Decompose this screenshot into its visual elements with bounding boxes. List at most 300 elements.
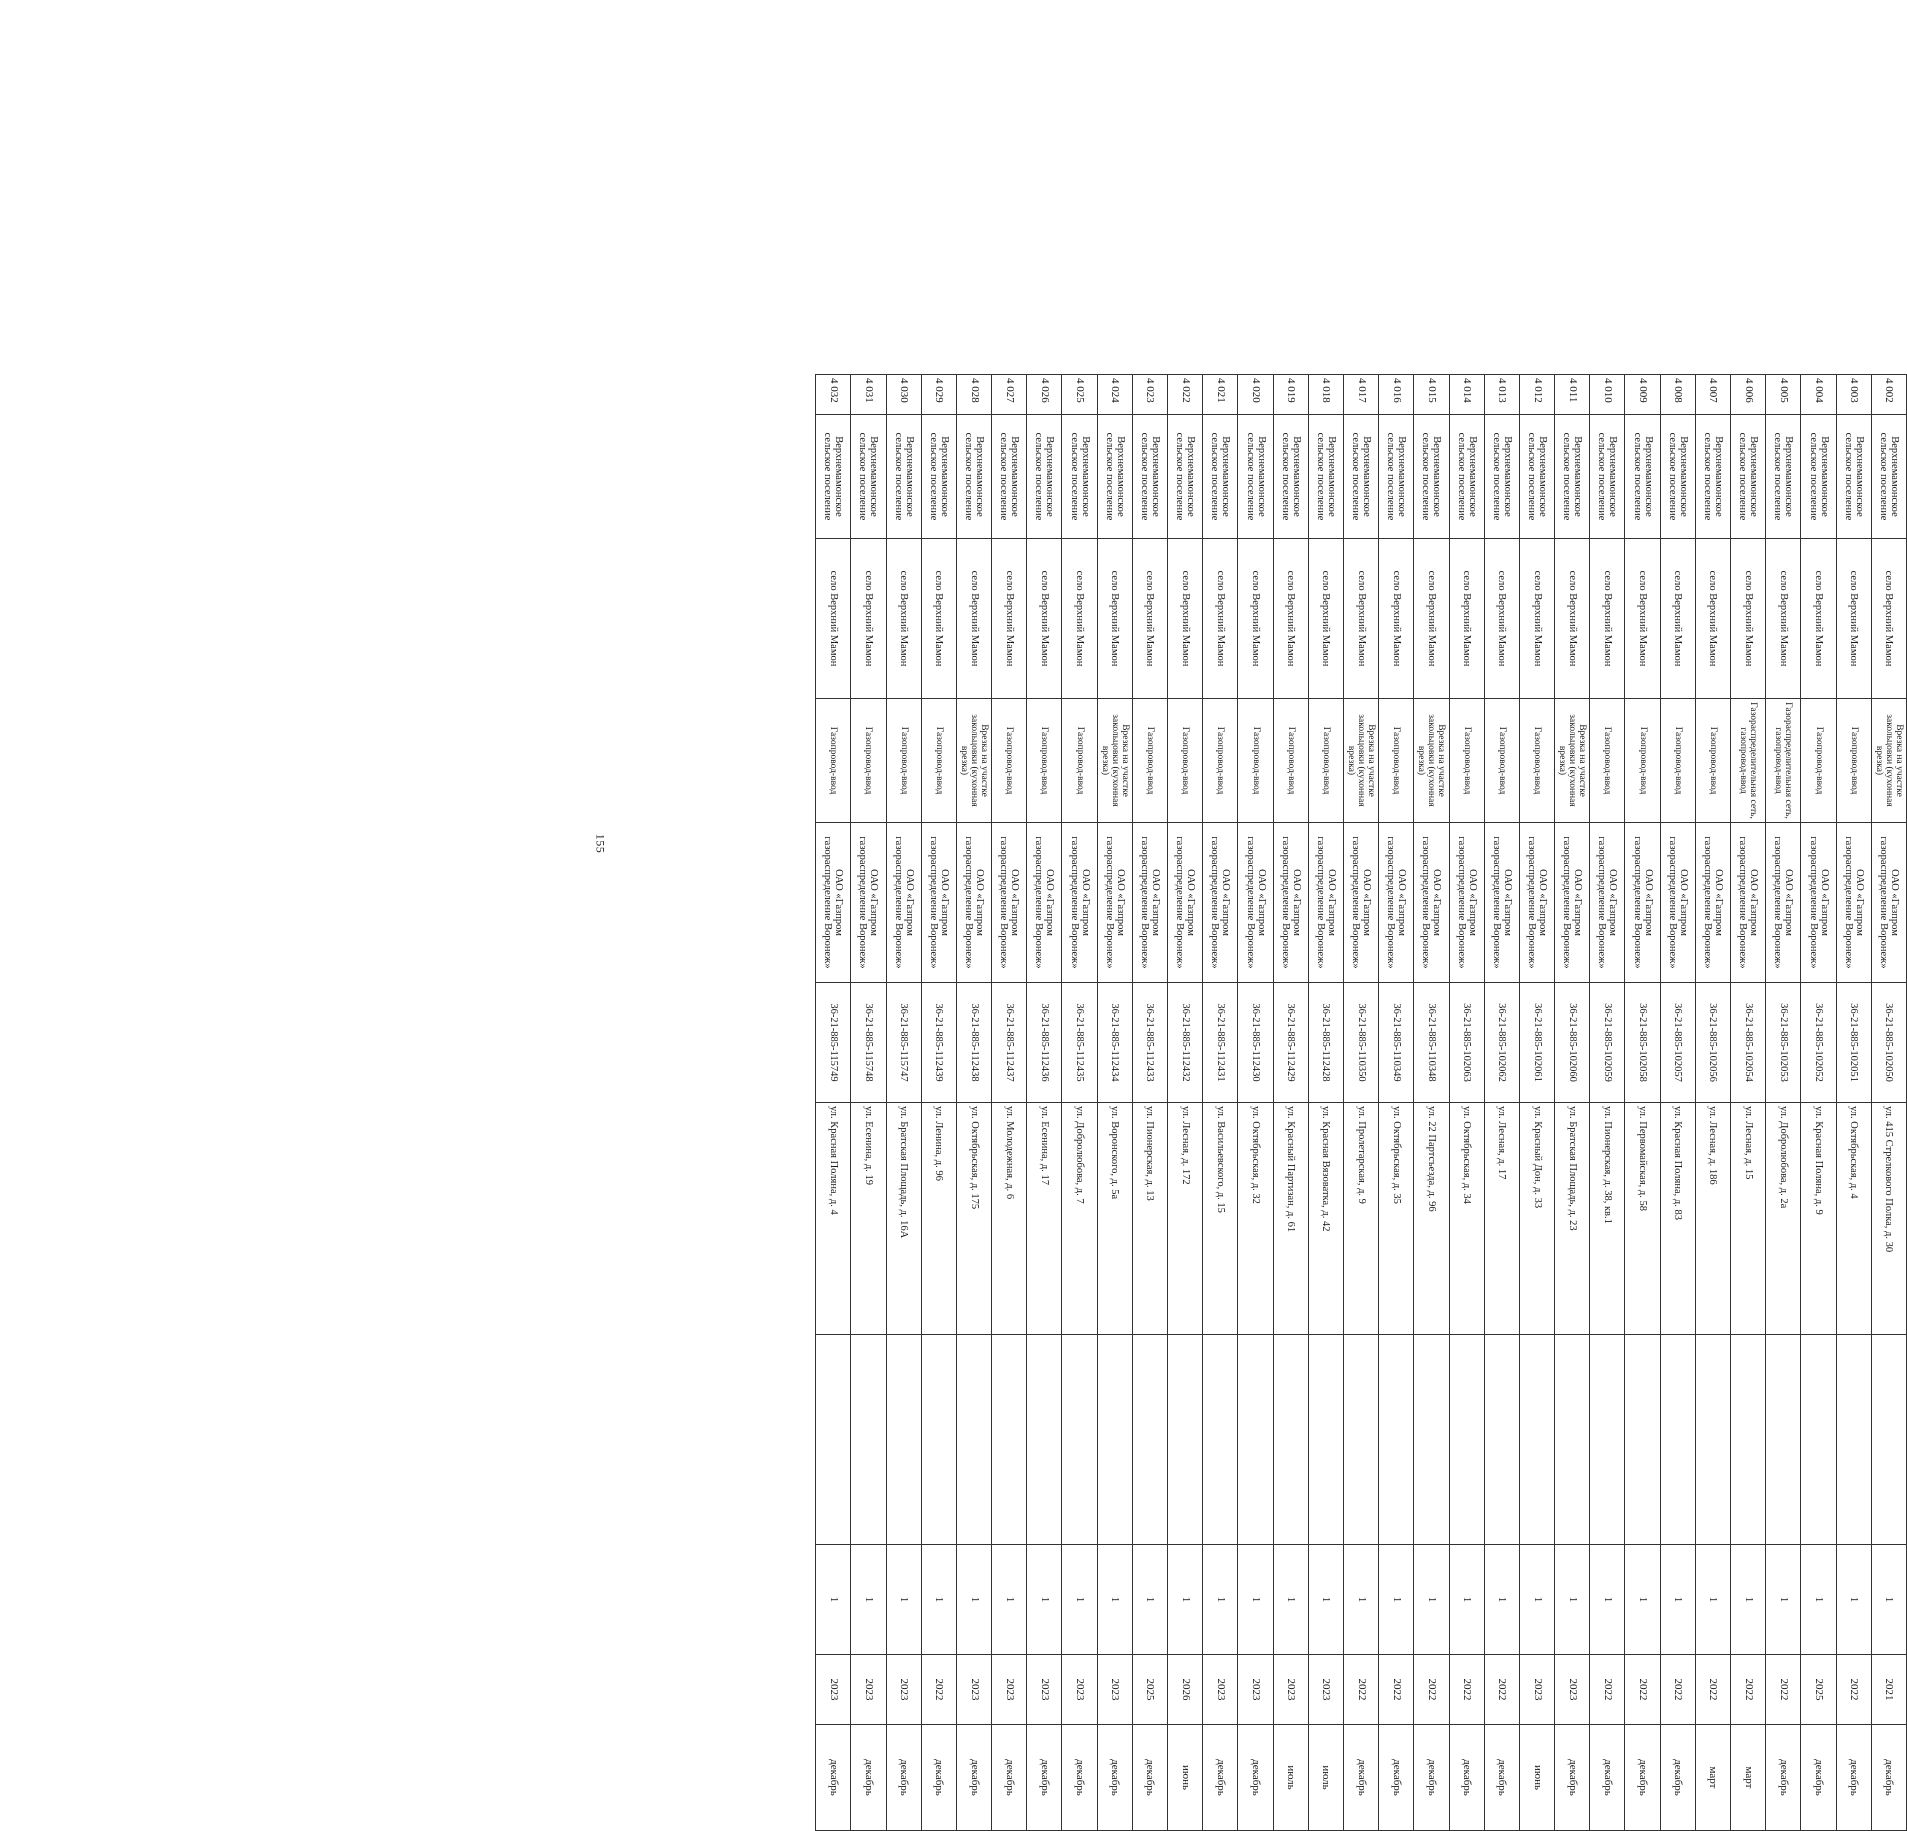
table-row [851,375,886,1831]
cell-year: 2022 [1414,1655,1449,1725]
cell-object-type: Газопровод-ввод [1695,699,1730,823]
cell-number: 4 017 [1344,375,1379,415]
cell-locality: село Верхний Мамон [1414,539,1449,699]
cell-number: 4 004 [1801,375,1836,415]
cell-object-type: Врезка на участке закольцовки (кухонная врезка) [1344,699,1379,823]
cell-address: ул. Есенина, д. 19 [851,1103,886,1335]
cell-locality: село Верхний Мамон [1379,539,1414,699]
cell-number: 4 028 [956,375,991,415]
cell-code: 36-21-885-102053 [1766,983,1801,1103]
cell-year: 2023 [1203,1655,1238,1725]
cell-code: 36-21-885-115748 [851,983,886,1103]
cell-object-type: Газопровод-ввод [1625,699,1660,823]
cell-locality: село Верхний Мамон [1308,539,1343,699]
cell-settlement: Верхнемамонское сельское поселение [1273,415,1308,539]
cell-month: декабрь [1379,1725,1414,1831]
cell-object-type: Врезка на участке закольцовки (кухонная врезка) [956,699,991,823]
cell-owner: ОАО «Газпром газораспределение Воронеж» [992,823,1027,983]
cell-code: 36-21-885-102052 [1801,983,1836,1103]
cell-blank [956,1335,991,1545]
cell-year: 2026 [1168,1655,1203,1725]
cell-owner: ОАО «Газпром газораспределение Воронеж» [1555,823,1590,983]
table-row [1590,375,1625,1831]
page-number: 155 [593,833,608,854]
cell-code: 36-21-885-102060 [1555,983,1590,1103]
cell-blank [1871,1335,1906,1545]
cell-blank [1519,1335,1554,1545]
cell-object-type: Врезка на участке закольцовки (кухонная врезка) [1555,699,1590,823]
cell-owner: ОАО «Газпром газораспределение Воронеж» [1590,823,1625,983]
cell-month: декабрь [1836,1725,1871,1831]
cell-number: 4 027 [992,375,1027,415]
cell-object-type: Газопровод-ввод [1836,699,1871,823]
cell-year: 2022 [1660,1655,1695,1725]
cell-address: ул. Молодежная, д. 6 [992,1103,1027,1335]
cell-code: 36-21-885-102058 [1625,983,1660,1103]
cell-month: декабрь [1414,1725,1449,1831]
cell-settlement: Верхнемамонское сельское поселение [1203,415,1238,539]
cell-locality: село Верхний Мамон [1731,539,1766,699]
cell-number: 4 006 [1731,375,1766,415]
cell-address: ул. Лесная, д. 17 [1484,1103,1519,1335]
table-row [1625,375,1660,1831]
cell-count: 1 [1625,1545,1660,1655]
table-row [1027,375,1062,1831]
cell-count: 1 [1731,1545,1766,1655]
cell-object-type: Газопровод-ввод [851,699,886,823]
cell-settlement: Верхнемамонское сельское поселение [1027,415,1062,539]
cell-count: 1 [1308,1545,1343,1655]
cell-code: 36-21-885-112432 [1168,983,1203,1103]
table-row [1308,375,1343,1831]
cell-number: 4 019 [1273,375,1308,415]
cell-object-type: Газопровод-ввод [1660,699,1695,823]
cell-settlement: Верхнемамонское сельское поселение [1484,415,1519,539]
cell-object-type: Газопровод-ввод [816,699,851,823]
cell-owner: ОАО «Газпром газораспределение Воронеж» [921,823,956,983]
cell-code: 36-21-885-112428 [1308,983,1343,1103]
cell-count: 1 [816,1545,851,1655]
cell-month: декабрь [1203,1725,1238,1831]
cell-month: декабрь [1871,1725,1906,1831]
cell-month: декабрь [816,1725,851,1831]
cell-object-type: Газопровод-ввод [1590,699,1625,823]
cell-object-type: Газопровод-ввод [1238,699,1273,823]
cell-number: 4 015 [1414,375,1449,415]
cell-owner: ОАО «Газпром газораспределение Воронеж» [1168,823,1203,983]
table-row [1273,375,1308,1831]
cell-count: 1 [1766,1545,1801,1655]
cell-year: 2022 [1731,1655,1766,1725]
cell-owner: ОАО «Газпром газораспределение Воронеж» [1273,823,1308,983]
cell-year: 2022 [1344,1655,1379,1725]
cell-month: июнь [1519,1725,1554,1831]
table-row [1695,375,1730,1831]
cell-owner: ОАО «Газпром газораспределение Воронеж» [1625,823,1660,983]
cell-address: ул. Красный Партизан, д. 61 [1273,1103,1308,1335]
cell-locality: село Верхний Мамон [886,539,921,699]
cell-month: декабрь [1238,1725,1273,1831]
cell-count: 1 [956,1545,991,1655]
cell-number: 4 008 [1660,375,1695,415]
cell-settlement: Верхнемамонское сельское поселение [956,415,991,539]
table-row [1097,375,1132,1831]
cell-year: 2023 [1308,1655,1343,1725]
cell-address: ул. Октябрьская, д. 175 [956,1103,991,1335]
cell-owner: ОАО «Газпром газораспределение Воронеж» [1484,823,1519,983]
cell-address: ул. Есенина, д. 17 [1027,1103,1062,1335]
table-row [1766,375,1801,1831]
cell-address: ул. Красная Поляна, д. 83 [1660,1103,1695,1335]
cell-owner: ОАО «Газпром газораспределение Воронеж» [1519,823,1554,983]
cell-settlement: Верхнемамонское сельское поселение [1097,415,1132,539]
cell-address: ул. Пролетарская, д. 9 [1344,1103,1379,1335]
cell-object-type: Газораспределительная сеть, газопровод-ввод [1766,699,1801,823]
cell-object-type: Газопровод-ввод [1484,699,1519,823]
cell-object-type: Газопровод-ввод [1379,699,1414,823]
cell-count: 1 [1203,1545,1238,1655]
table-row [1203,375,1238,1831]
cell-blank [1484,1335,1519,1545]
table-row [1660,375,1695,1831]
cell-code: 36-21-885-102054 [1731,983,1766,1103]
cell-month: декабрь [1660,1725,1695,1831]
cell-blank [1097,1335,1132,1545]
cell-settlement: Верхнемамонское сельское поселение [1308,415,1343,539]
cell-number: 4 029 [921,375,956,415]
cell-month: июль [1273,1725,1308,1831]
cell-code: 36-21-885-112430 [1238,983,1273,1103]
cell-count: 1 [921,1545,956,1655]
cell-month: июнь [1168,1725,1203,1831]
cell-locality: село Верхний Мамон [1062,539,1097,699]
cell-object-type: Газопровод-ввод [1132,699,1167,823]
cell-count: 1 [1062,1545,1097,1655]
cell-address: ул. Октябрьская, д. 4 [1836,1103,1871,1335]
cell-count: 1 [1238,1545,1273,1655]
cell-owner: ОАО «Газпром газораспределение Воронеж» [1801,823,1836,983]
cell-owner: ОАО «Газпром газораспределение Воронеж» [1379,823,1414,983]
cell-address: ул. Братская Площадь, д. 23 [1555,1103,1590,1335]
cell-address: ул. Добролюбова, д. 2а [1766,1103,1801,1335]
cell-owner: ОАО «Газпром газораспределение Воронеж» [956,823,991,983]
cell-locality: село Верхний Мамон [1168,539,1203,699]
cell-count: 1 [1519,1545,1554,1655]
cell-year: 2023 [886,1655,921,1725]
cell-month: июль [1308,1725,1343,1831]
cell-code: 36-21-885-110350 [1344,983,1379,1103]
table-row [1871,375,1906,1831]
rotated-table-wrapper [815,374,1907,1830]
cell-count: 1 [1273,1545,1308,1655]
cell-owner: ОАО «Газпром газораспределение Воронеж» [1062,823,1097,983]
gas-objects-table [815,374,1907,1831]
cell-locality: село Верхний Мамон [1555,539,1590,699]
cell-month: декабрь [992,1725,1027,1831]
cell-year: 2023 [816,1655,851,1725]
cell-address: ул. Лесная, д. 186 [1695,1103,1730,1335]
cell-settlement: Верхнемамонское сельское поселение [1555,415,1590,539]
cell-year: 2022 [1484,1655,1519,1725]
cell-number: 4 030 [886,375,921,415]
cell-count: 1 [1801,1545,1836,1655]
cell-address: ул. Пионерская, д. 38, кв.1 [1590,1103,1625,1335]
cell-settlement: Верхнемамонское сельское поселение [1590,415,1625,539]
table-row [886,375,921,1831]
cell-month: декабрь [1484,1725,1519,1831]
cell-locality: село Верхний Мамон [1132,539,1167,699]
cell-count: 1 [1555,1545,1590,1655]
cell-owner: ОАО «Газпром газораспределение Воронеж» [1836,823,1871,983]
cell-settlement: Верхнемамонское сельское поселение [816,415,851,539]
table-row [1168,375,1203,1831]
cell-count: 1 [1414,1545,1449,1655]
cell-number: 4 031 [851,375,886,415]
cell-month: декабрь [1344,1725,1379,1831]
cell-blank [921,1335,956,1545]
cell-owner: ОАО «Газпром газораспределение Воронеж» [1414,823,1449,983]
cell-settlement: Верхнемамонское сельское поселение [921,415,956,539]
table-row [1449,375,1484,1831]
cell-month: декабрь [1801,1725,1836,1831]
cell-object-type: Газопровод-ввод [1062,699,1097,823]
cell-address: ул. Первомайская, д. 58 [1625,1103,1660,1335]
table-row [1555,375,1590,1831]
cell-code: 36-21-885-112435 [1062,983,1097,1103]
cell-owner: ОАО «Газпром газораспределение Воронеж» [1203,823,1238,983]
cell-month: март [1731,1725,1766,1831]
table-row [1132,375,1167,1831]
cell-blank [1344,1335,1379,1545]
cell-month: декабрь [851,1725,886,1831]
cell-locality: село Верхний Мамон [851,539,886,699]
table-row [1344,375,1379,1831]
cell-blank [1555,1335,1590,1545]
cell-blank [1238,1335,1273,1545]
cell-address: ул. Октябрьская, д. 35 [1379,1103,1414,1335]
cell-number: 4 022 [1168,375,1203,415]
cell-count: 1 [1097,1545,1132,1655]
cell-number: 4 010 [1590,375,1625,415]
cell-year: 2022 [1766,1655,1801,1725]
cell-year: 2023 [1555,1655,1590,1725]
cell-count: 1 [1695,1545,1730,1655]
table-body [816,375,1907,1831]
cell-blank [1660,1335,1695,1545]
cell-blank [1273,1335,1308,1545]
table-row [1519,375,1554,1831]
cell-locality: село Верхний Мамон [1484,539,1519,699]
cell-number: 4 003 [1836,375,1871,415]
cell-number: 4 012 [1519,375,1554,415]
cell-owner: ОАО «Газпром газораспределение Воронеж» [1731,823,1766,983]
cell-settlement: Верхнемамонское сельское поселение [1801,415,1836,539]
table-row [992,375,1027,1831]
cell-blank [1695,1335,1730,1545]
cell-count: 1 [1027,1545,1062,1655]
table-row [1801,375,1836,1831]
cell-number: 4 018 [1308,375,1343,415]
cell-address: ул. Добролюбова, д. 7 [1062,1103,1097,1335]
cell-code: 36-21-885-102051 [1836,983,1871,1103]
cell-code: 36-21-885-112439 [921,983,956,1103]
cell-address: ул. Пионерская, д. 13 [1132,1103,1167,1335]
cell-number: 4 020 [1238,375,1273,415]
cell-locality: село Верхний Мамон [1836,539,1871,699]
cell-count: 1 [1449,1545,1484,1655]
cell-blank [1062,1335,1097,1545]
cell-month: декабрь [1555,1725,1590,1831]
cell-object-type: Газопровод-ввод [1801,699,1836,823]
table-row [1484,375,1519,1831]
cell-owner: ОАО «Газпром газораспределение Воронеж» [1766,823,1801,983]
cell-locality: село Верхний Мамон [816,539,851,699]
table-row [921,375,956,1831]
cell-locality: село Верхний Мамон [1519,539,1554,699]
cell-year: 2023 [992,1655,1027,1725]
cell-blank [1168,1335,1203,1545]
cell-count: 1 [1132,1545,1167,1655]
table-row [956,375,991,1831]
table-row [816,375,851,1831]
cell-month: декабрь [1766,1725,1801,1831]
cell-year: 2023 [1097,1655,1132,1725]
cell-settlement: Верхнемамонское сельское поселение [1519,415,1554,539]
cell-object-type: Врезка на участке закольцовки (кухонная врезка) [1871,699,1906,823]
cell-number: 4 026 [1027,375,1062,415]
cell-locality: село Верхний Мамон [1590,539,1625,699]
cell-address: ул. Лесная, д. 15 [1731,1103,1766,1335]
cell-object-type: Газопровод-ввод [1203,699,1238,823]
cell-code: 36-21-885-115747 [886,983,921,1103]
cell-object-type: Газораспределительная сеть, газопровод-ввод [1731,699,1766,823]
cell-locality: село Верхний Мамон [1273,539,1308,699]
cell-number: 4 005 [1766,375,1801,415]
cell-code: 36-21-885-112437 [992,983,1027,1103]
cell-settlement: Верхнемамонское сельское поселение [1625,415,1660,539]
cell-locality: село Верхний Мамон [1871,539,1906,699]
cell-code: 36-21-885-102059 [1590,983,1625,1103]
cell-code: 36-21-885-112429 [1273,983,1308,1103]
cell-locality: село Верхний Мамон [956,539,991,699]
cell-owner: ОАО «Газпром газораспределение Воронеж» [1308,823,1343,983]
cell-object-type: Газопровод-ввод [1308,699,1343,823]
cell-locality: село Верхний Мамон [992,539,1027,699]
cell-owner: ОАО «Газпром газораспределение Воронеж» [1238,823,1273,983]
cell-locality: село Верхний Мамон [1660,539,1695,699]
cell-blank [1449,1335,1484,1545]
cell-object-type: Газопровод-ввод [1273,699,1308,823]
cell-locality: село Верхний Мамон [1625,539,1660,699]
cell-code: 36-21-885-115749 [816,983,851,1103]
cell-settlement: Верхнемамонское сельское поселение [1695,415,1730,539]
cell-address: ул. Воронского, д. 5а [1097,1103,1132,1335]
cell-address: ул. Васильевского, д. 15 [1203,1103,1238,1335]
cell-number: 4 032 [816,375,851,415]
cell-count: 1 [1660,1545,1695,1655]
cell-number: 4 014 [1449,375,1484,415]
cell-settlement: Верхнемамонское сельское поселение [1344,415,1379,539]
cell-count: 1 [992,1545,1027,1655]
cell-count: 1 [1379,1545,1414,1655]
cell-blank [1766,1335,1801,1545]
cell-settlement: Верхнемамонское сельское поселение [1379,415,1414,539]
cell-address: ул. Красная Вязоватка, д. 42 [1308,1103,1343,1335]
cell-blank [1203,1335,1238,1545]
cell-month: декабрь [921,1725,956,1831]
cell-number: 4 011 [1555,375,1590,415]
cell-address: ул. Братская Площадь, д. 16А [886,1103,921,1335]
cell-month: декабрь [1062,1725,1097,1831]
cell-number: 4 016 [1379,375,1414,415]
cell-settlement: Верхнемамонское сельское поселение [1836,415,1871,539]
cell-locality: село Верхний Мамон [1203,539,1238,699]
cell-locality: село Верхний Мамон [1449,539,1484,699]
cell-object-type: Газопровод-ввод [1449,699,1484,823]
cell-month: март [1695,1725,1730,1831]
cell-blank [1308,1335,1343,1545]
cell-month: декабрь [1027,1725,1062,1831]
cell-number: 4 002 [1871,375,1906,415]
cell-year: 2025 [1801,1655,1836,1725]
cell-year: 2023 [1238,1655,1273,1725]
cell-owner: ОАО «Газпром газораспределение Воронеж» [1097,823,1132,983]
cell-owner: ОАО «Газпром газораспределение Воронеж» [1132,823,1167,983]
cell-settlement: Верхнемамонское сельское поселение [1449,415,1484,539]
cell-year: 2021 [1871,1655,1906,1725]
cell-number: 4 025 [1062,375,1097,415]
cell-month: декабрь [886,1725,921,1831]
cell-number: 4 021 [1203,375,1238,415]
cell-number: 4 009 [1625,375,1660,415]
cell-number: 4 013 [1484,375,1519,415]
cell-owner: ОАО «Газпром газораспределение Воронеж» [816,823,851,983]
cell-code: 36-21-885-102056 [1695,983,1730,1103]
cell-settlement: Верхнемамонское сельское поселение [992,415,1027,539]
cell-owner: ОАО «Газпром газораспределение Воронеж» [1695,823,1730,983]
cell-count: 1 [1590,1545,1625,1655]
cell-locality: село Верхний Мамон [1344,539,1379,699]
cell-code: 36-21-885-102063 [1449,983,1484,1103]
cell-year: 2022 [1625,1655,1660,1725]
cell-month: декабрь [956,1725,991,1831]
cell-owner: ОАО «Газпром газораспределение Воронеж» [1027,823,1062,983]
cell-blank [1590,1335,1625,1545]
cell-year: 2022 [1695,1655,1730,1725]
cell-blank [992,1335,1027,1545]
cell-owner: ОАО «Газпром газораспределение Воронеж» [1871,823,1906,983]
cell-settlement: Верхнемамонское сельское поселение [1731,415,1766,539]
cell-year: 2022 [921,1655,956,1725]
cell-address: ул. Октябрьская, д. 32 [1238,1103,1273,1335]
cell-address: ул. Красная Поляна, д. 9 [1801,1103,1836,1335]
cell-object-type: Газопровод-ввод [921,699,956,823]
cell-month: декабрь [1132,1725,1167,1831]
table-row [1062,375,1097,1831]
cell-address: ул. Октябрьская, д. 34 [1449,1103,1484,1335]
cell-settlement: Верхнемамонское сельское поселение [1871,415,1906,539]
cell-year: 2023 [1519,1655,1554,1725]
cell-blank [1801,1335,1836,1545]
cell-count: 1 [1484,1545,1519,1655]
cell-code: 36-21-885-112431 [1203,983,1238,1103]
cell-year: 2023 [1273,1655,1308,1725]
table-row [1379,375,1414,1831]
cell-address: ул. Красная Поляна, д. 4 [816,1103,851,1335]
cell-count: 1 [886,1545,921,1655]
cell-month: декабрь [1590,1725,1625,1831]
cell-year: 2022 [1449,1655,1484,1725]
